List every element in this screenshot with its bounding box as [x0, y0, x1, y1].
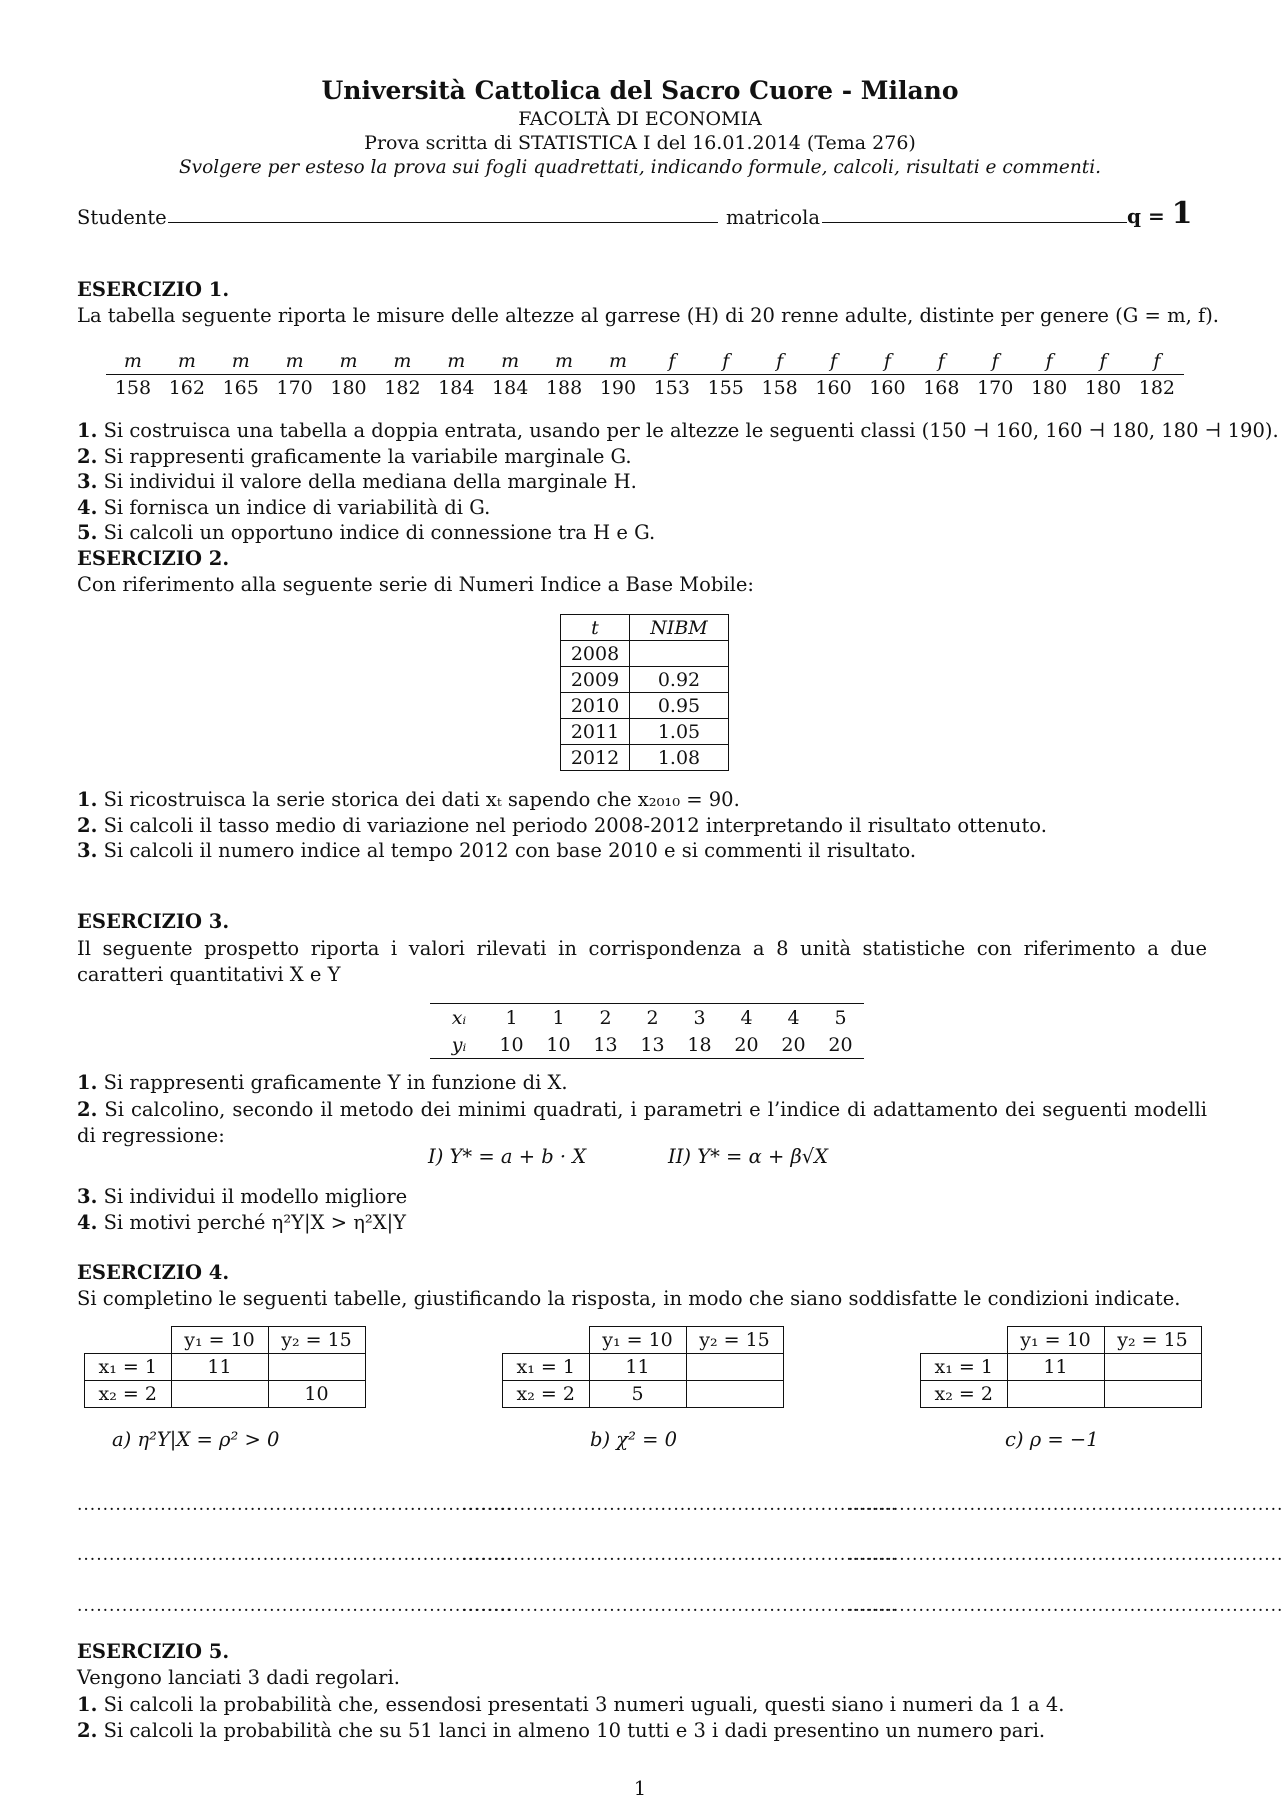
- answer-dotted-line[interactable]: ....................................................................: [462, 1545, 898, 1565]
- q-text: Si rappresenti graficamente Y in funzione di X.: [103, 1071, 568, 1094]
- table-cell[interactable]: [1007, 1381, 1104, 1408]
- table-cell: 11: [171, 1354, 268, 1381]
- y-value: 20: [734, 1033, 759, 1056]
- contingency-table-1: [84, 1326, 366, 1408]
- exercise-3-q3: [77, 1185, 407, 1208]
- gender-cell: f: [807, 348, 861, 375]
- row-header: x₁ = 1: [85, 1354, 172, 1381]
- table-header-row: [921, 1327, 1202, 1354]
- height-cell: 190: [599, 377, 637, 399]
- year-cell: 2012: [561, 745, 630, 771]
- question-item: [77, 838, 1047, 864]
- exercise-5-questions: [77, 1692, 1064, 1744]
- question-item: [77, 520, 1279, 546]
- row-header: x₂ = 2: [921, 1381, 1008, 1408]
- col-header: y₁ = 10: [589, 1327, 686, 1354]
- question-item: [77, 495, 1279, 521]
- exercise-1-title: ESERCIZIO 1.: [77, 278, 230, 301]
- x-label: xᵢ: [451, 1006, 467, 1029]
- exercise-3-intro: Il seguente prospetto riporta i valori rilevati in corrispondenza a 8 unità statistiche con riferimento a due caratteri quantitativi X e Y: [77, 937, 1207, 986]
- exercise-5-intro: Vengono lanciati 3 dadi regolari.: [77, 1666, 400, 1689]
- answer-dotted-line[interactable]: ....................................................................: [77, 1596, 513, 1616]
- q-number: 3.: [77, 1185, 98, 1208]
- question-text: Si fornisca un indice di variabilità di G.: [103, 495, 491, 519]
- height-cell: 158: [114, 377, 152, 399]
- answer-dotted-line[interactable]: ....................................................................: [77, 1495, 513, 1515]
- height-cell: 155: [707, 377, 744, 399]
- question-item: [77, 1692, 1064, 1718]
- gender-cell: f: [1076, 348, 1130, 375]
- table-row: [503, 1354, 784, 1381]
- height-row: [106, 375, 1184, 402]
- table-header-row: [85, 1327, 366, 1354]
- height-cell: 160: [869, 377, 906, 399]
- question-number: 4.: [77, 495, 98, 519]
- question-number: 3.: [77, 839, 98, 862]
- question-text: Si costruisca una tabella a doppia entrata, usando per le altezze le seguenti classi (150 ⊣ 160, 160 ⊣ 180, 180 ⊣ 190).: [103, 419, 1279, 442]
- row-header: x₁ = 1: [503, 1354, 590, 1381]
- gender-cell: m: [214, 348, 268, 375]
- question-item: [77, 444, 1279, 470]
- height-cell: 160: [815, 377, 852, 399]
- nibm-value-cell: 1.08: [630, 745, 729, 771]
- table-cell[interactable]: [1104, 1354, 1201, 1381]
- gender-cell: f: [753, 348, 807, 375]
- q-indicator: [1127, 196, 1193, 231]
- table-cell[interactable]: [1104, 1381, 1201, 1408]
- exercise-3-q4: [77, 1211, 406, 1234]
- answer-dotted-line[interactable]: ....................................................................: [462, 1495, 898, 1515]
- question-number: 2.: [77, 813, 98, 837]
- corner-cell: [921, 1327, 1008, 1354]
- table-cell: 10: [268, 1381, 365, 1408]
- question-number: 2.: [77, 1719, 98, 1742]
- exercise-4-intro: Si completino le seguenti tabelle, giustificando la risposta, in modo che siano soddisfatte le condizioni indicate.: [77, 1287, 1181, 1310]
- gender-cell: m: [429, 348, 483, 375]
- heights-table: [106, 348, 1184, 401]
- col-nibm: NIBM: [630, 615, 729, 641]
- q-value: 1: [1171, 196, 1193, 231]
- y-value: 10: [546, 1033, 571, 1056]
- student-name-line[interactable]: [168, 222, 718, 223]
- nibm-table: [560, 614, 729, 771]
- nibm-row: [561, 641, 729, 667]
- corner-cell: [85, 1327, 172, 1354]
- y-label: yᵢ: [451, 1033, 467, 1056]
- gender-cell: m: [268, 348, 322, 375]
- question-number: 1.: [77, 419, 98, 442]
- height-cell: 184: [492, 377, 529, 399]
- answer-dotted-line[interactable]: ....................................................................: [848, 1495, 1283, 1515]
- condition-label: a) η²Y|X = ρ² > 0: [112, 1428, 280, 1451]
- exercise-4-title: ESERCIZIO 4.: [77, 1261, 230, 1284]
- year-cell: 2010: [561, 693, 630, 719]
- nibm-value-cell: 1.05: [630, 719, 729, 745]
- question-item: [77, 1718, 1064, 1744]
- height-cell: 184: [438, 377, 475, 399]
- q-text: Si calcolino, secondo il metodo dei minimi quadrati, i parametri e l’indice di adattamento dei seguenti modelli di regressione:: [77, 1098, 1207, 1147]
- height-cell: 168: [923, 377, 960, 399]
- nibm-row: [561, 667, 729, 693]
- matricola-line[interactable]: [822, 222, 1127, 223]
- q-number: 1.: [77, 1071, 98, 1094]
- row-header: x₂ = 2: [503, 1381, 590, 1408]
- nibm-header: [561, 615, 729, 641]
- question-number: 1.: [77, 788, 98, 811]
- exercise-1-intro: La tabella seguente riporta le misure delle altezze al garrese (H) di 20 renne adulte, distinte per genere (G = m, f).: [77, 304, 1219, 327]
- exercise-2-title: ESERCIZIO 2.: [77, 547, 230, 570]
- question-number: 5.: [77, 521, 98, 544]
- col-header: y₁ = 10: [171, 1327, 268, 1354]
- gender-cell: f: [645, 348, 699, 375]
- table-cell: 11: [589, 1354, 686, 1381]
- nibm-value-cell: 0.95: [630, 693, 729, 719]
- table-cell: 11: [1007, 1354, 1104, 1381]
- exercise-3-q1: [77, 1071, 568, 1094]
- nibm-row: [561, 745, 729, 771]
- table-row: [921, 1381, 1202, 1408]
- y-value: 13: [593, 1033, 618, 1056]
- x-value: 4: [740, 1006, 753, 1029]
- gender-cell: f: [968, 348, 1022, 375]
- model-2: II) Y* = α + β√X: [668, 1145, 829, 1168]
- gender-cell: f: [914, 348, 968, 375]
- nibm-value-cell: [630, 641, 729, 667]
- gender-cell: m: [322, 348, 376, 375]
- table-cell[interactable]: [686, 1354, 783, 1381]
- y-row: [430, 1031, 864, 1059]
- contingency-table-3: [920, 1326, 1202, 1408]
- gender-cell: m: [106, 348, 160, 375]
- question-text: Si calcoli la probabilità che, essendosi presentati 3 numeri uguali, questi siano i numeri da 1 a 4.: [103, 1693, 1065, 1716]
- y-value: 20: [781, 1033, 806, 1056]
- exercise-3-title: ESERCIZIO 3.: [77, 910, 230, 933]
- x-value: 4: [787, 1006, 800, 1029]
- table-cell: 5: [589, 1381, 686, 1408]
- xy-table: [430, 1003, 864, 1059]
- condition-label: b) χ² = 0: [590, 1428, 678, 1451]
- question-item: [77, 418, 1279, 444]
- question-text: Si calcoli il tasso medio di variazione nel periodo 2008-2012 interpretando il risultato ottenuto.: [103, 813, 1047, 837]
- q-label: q =: [1127, 204, 1172, 228]
- question-text: Si rappresenti graficamente la variabile marginale G.: [103, 444, 632, 468]
- height-cell: 165: [222, 377, 259, 399]
- question-number: 3.: [77, 470, 98, 493]
- table-cell[interactable]: [171, 1381, 268, 1408]
- gender-cell: m: [375, 348, 429, 375]
- answer-dotted-line[interactable]: ....................................................................: [77, 1545, 513, 1565]
- matricola-label: matricola: [726, 206, 821, 229]
- nibm-row: [561, 719, 729, 745]
- exam-title: Prova scritta di STATISTICA I del 16.01.2014 (Tema 276): [364, 132, 916, 154]
- year-cell: 2011: [561, 719, 630, 745]
- exercise-3-q2: [77, 1097, 1207, 1149]
- question-text: Si calcoli un opportuno indice di connessione tra H e G.: [103, 521, 656, 544]
- gender-cell: f: [1130, 348, 1184, 375]
- height-cell: 170: [276, 377, 313, 399]
- height-cell: 170: [977, 377, 1014, 399]
- height-cell: 180: [1030, 377, 1068, 399]
- gender-row: [106, 348, 1184, 375]
- height-cell: 162: [168, 377, 205, 399]
- condition-label: c) ρ = −1: [1005, 1428, 1099, 1451]
- height-cell: 182: [384, 377, 421, 399]
- table-row: [921, 1354, 1202, 1381]
- exam-instructions: Svolgere per esteso la prova sui fogli quadrettati, indicando formule, calcoli, risultati e commenti.: [178, 157, 1102, 178]
- q-number: 4.: [77, 1211, 98, 1234]
- y-value: 18: [687, 1033, 712, 1056]
- x-value: 2: [646, 1006, 659, 1029]
- question-item: [77, 787, 1047, 813]
- gender-cell: f: [1022, 348, 1076, 375]
- exercise-1-questions: [77, 418, 1279, 546]
- gender-cell: f: [699, 348, 753, 375]
- row-header: x₂ = 2: [85, 1381, 172, 1408]
- question-text: Si individui il valore della mediana della marginale H.: [103, 470, 637, 493]
- x-value: 1: [552, 1006, 565, 1029]
- row-header: x₁ = 1: [921, 1354, 1008, 1381]
- question-item: [77, 469, 1279, 495]
- height-cell: 158: [761, 377, 798, 399]
- height-cell: 188: [545, 377, 583, 399]
- question-item: [77, 813, 1047, 839]
- question-number: 2.: [77, 444, 98, 468]
- table-row: [85, 1354, 366, 1381]
- answer-dotted-line[interactable]: ....................................................................: [848, 1596, 1283, 1616]
- model-1: I) Y* = a + b · X: [428, 1145, 587, 1168]
- answer-dotted-line[interactable]: ....................................................................: [462, 1596, 898, 1616]
- question-text: Si ricostruisca la serie storica dei dati xₜ sapendo che x₂₀₁₀ = 90.: [103, 788, 740, 811]
- col-header: y₂ = 15: [686, 1327, 783, 1354]
- question-text: Si calcoli il numero indice al tempo 2012 con base 2010 e si commenti il risultato.: [103, 839, 917, 862]
- nibm-value-cell: 0.92: [630, 667, 729, 693]
- contingency-table-2: [502, 1326, 784, 1408]
- x-value: 5: [834, 1006, 847, 1029]
- year-cell: 2008: [561, 641, 630, 667]
- exercise-2-intro: Con riferimento alla seguente serie di Numeri Indice a Base Mobile:: [77, 573, 754, 596]
- student-label: Studente: [77, 206, 167, 229]
- col-header: y₂ = 15: [1104, 1327, 1201, 1354]
- height-cell: 180: [1084, 377, 1122, 399]
- col-t: t: [561, 615, 630, 641]
- corner-cell: [503, 1327, 590, 1354]
- q-text: Si individui il modello migliore: [103, 1185, 408, 1208]
- col-header: y₁ = 10: [1007, 1327, 1104, 1354]
- gender-cell: m: [483, 348, 537, 375]
- table-header-row: [503, 1327, 784, 1354]
- q-text: Si motivi perché η²Y|X > η²X|Y: [103, 1211, 407, 1234]
- height-cell: 182: [1138, 377, 1175, 399]
- gender-cell: f: [860, 348, 914, 375]
- exercise-5-title: ESERCIZIO 5.: [77, 1640, 230, 1663]
- gender-cell: m: [537, 348, 591, 375]
- y-value: 20: [828, 1033, 853, 1056]
- table-row: [85, 1381, 366, 1408]
- nibm-row: [561, 693, 729, 719]
- faculty-name: FACOLTÀ DI ECONOMIA: [518, 108, 762, 130]
- question-number: 1.: [77, 1693, 98, 1716]
- x-row: [430, 1004, 864, 1032]
- table-row: [503, 1381, 784, 1408]
- col-header: y₂ = 15: [268, 1327, 365, 1354]
- page-number: 1: [633, 1777, 647, 1800]
- gender-cell: m: [591, 348, 645, 375]
- table-cell[interactable]: [268, 1354, 365, 1381]
- university-title: Università Cattolica del Sacro Cuore - Milano: [321, 76, 959, 105]
- question-text: Si calcoli la probabilità che su 51 lanci in almeno 10 tutti e 3 i dadi presentino un numero pari.: [103, 1719, 1046, 1742]
- table-cell[interactable]: [686, 1381, 783, 1408]
- q-number: 2.: [77, 1098, 98, 1121]
- x-value: 3: [693, 1006, 706, 1029]
- answer-dotted-line[interactable]: ....................................................................: [848, 1545, 1283, 1565]
- x-value: 1: [505, 1006, 518, 1029]
- y-value: 13: [640, 1033, 665, 1056]
- y-value: 10: [499, 1033, 524, 1056]
- height-cell: 153: [653, 377, 690, 399]
- exercise-2-questions: [77, 787, 1047, 864]
- gender-cell: m: [160, 348, 214, 375]
- height-cell: 180: [330, 377, 367, 399]
- year-cell: 2009: [561, 667, 630, 693]
- x-value: 2: [599, 1006, 612, 1029]
